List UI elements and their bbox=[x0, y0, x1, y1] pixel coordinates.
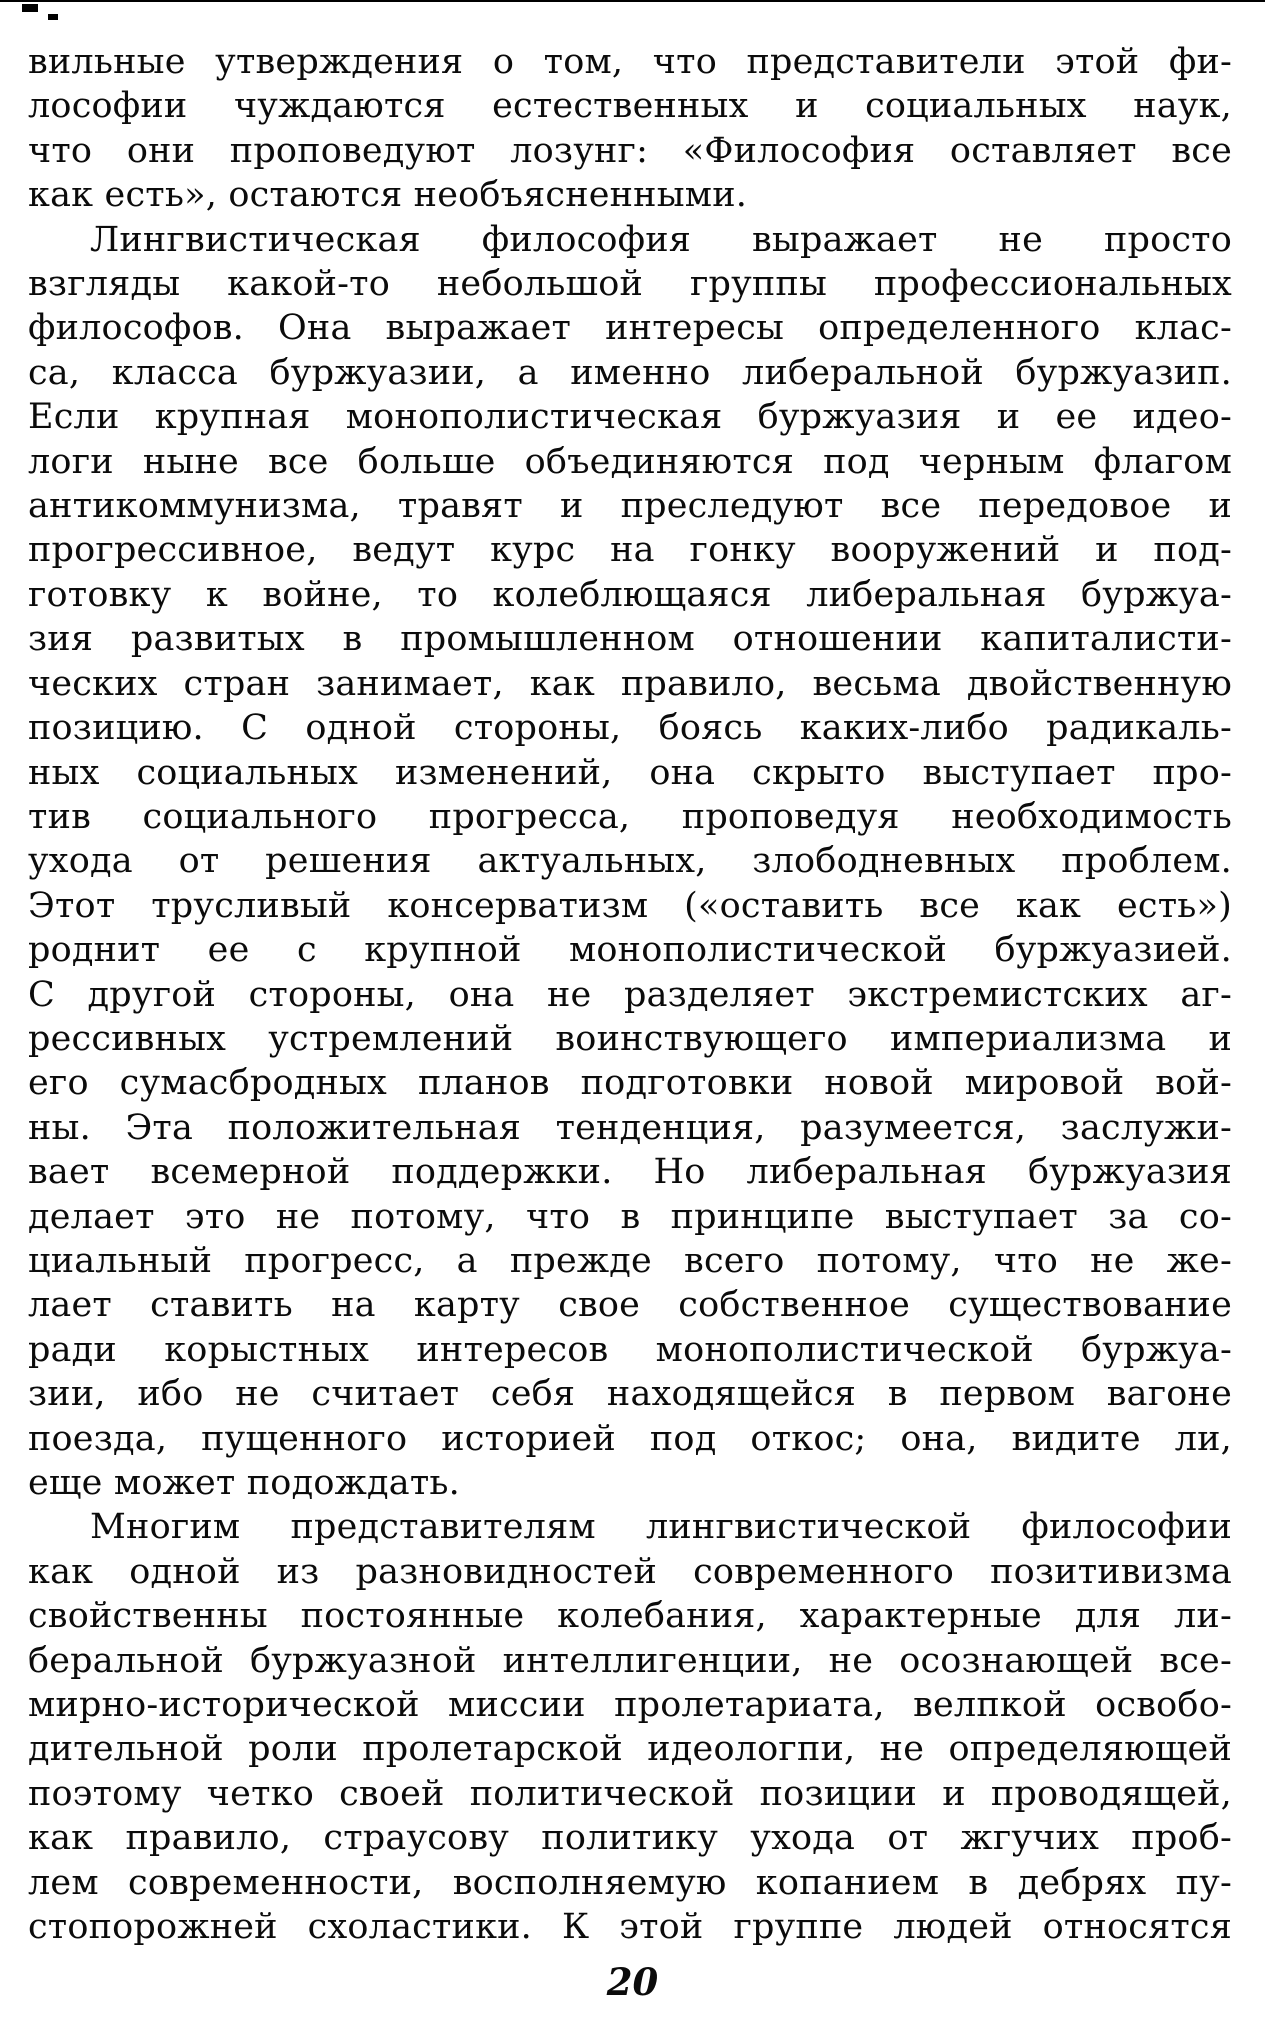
scan-speck bbox=[48, 14, 58, 20]
text-line: вильные утверждения о том, что представители этой фи- bbox=[28, 42, 1232, 82]
text-line: роднит ее с крупной монополистической буржуазией. bbox=[28, 930, 1232, 971]
text-line: поэтому четко своей политической позиции и проводящей, bbox=[28, 1773, 1232, 1814]
text-line: Если крупная монополистическая буржуазия и ее идео- bbox=[28, 397, 1232, 438]
paragraph bbox=[28, 1505, 1232, 1949]
text-line: стопорожней схоластики. К этой группе людей относятся bbox=[28, 1907, 1232, 1948]
text-line: дительной роли пролетарской идеологпи, не определяющей bbox=[28, 1729, 1232, 1770]
text-line: что они проповедуют лозунг: «Философия оставляет все bbox=[28, 130, 1232, 171]
text-line: его сумасбродных планов подготовки новой мировой вой- bbox=[28, 1063, 1232, 1104]
scan-speck bbox=[22, 4, 38, 12]
text-line: позицию. С одной стороны, боясь каких-либо радикаль- bbox=[28, 708, 1232, 749]
text-line: философов. Она выражает интересы определенного клас- bbox=[28, 308, 1232, 349]
text-line: лает ставить на карту свое собственное существование bbox=[28, 1285, 1232, 1326]
text-line: Многим представителям лингвистической философии bbox=[90, 1507, 1232, 1548]
text-line: вает всемерной поддержки. Но либеральная буржуазия bbox=[28, 1152, 1232, 1193]
text-line: как одной из разновидностей современного позитивизма bbox=[28, 1551, 1232, 1592]
text-line: лем современности, восполняемую копанием в дебрях пу- bbox=[28, 1862, 1232, 1903]
body-text bbox=[28, 40, 1232, 1949]
page-number: 20 bbox=[606, 1960, 659, 2004]
text-line: готовку к войне, то колеблющаяся либеральная буржуа- bbox=[28, 574, 1232, 615]
scan-edge-artifact bbox=[0, 0, 1265, 2]
text-line: как есть», остаются необъясненными. bbox=[28, 175, 748, 216]
text-line: еще может подождать. bbox=[28, 1463, 460, 1503]
text-line: логи ныне все больше объединяются под черным флагом bbox=[28, 441, 1232, 482]
text-line: прогрессивное, ведут курс на гонку вооружений и под- bbox=[28, 530, 1232, 571]
text-line: ческих стран занимает, как правило, весьма двойственную bbox=[28, 663, 1232, 704]
text-line: рессивных устремлений воинствующего империализма и bbox=[28, 1018, 1232, 1059]
text-line: са, класса буржуазии, а именно либеральной буржуазип. bbox=[28, 352, 1232, 393]
paragraph bbox=[28, 40, 1232, 218]
text-line: зия развитых в промышленном отношении капиталисти- bbox=[28, 619, 1232, 660]
text-line: мирно-исторической миссии пролетариата, велпкой освобо- bbox=[28, 1685, 1232, 1726]
text-line: как правило, страусову политику ухода от жгучих проб- bbox=[28, 1818, 1232, 1859]
text-line: зии, ибо не считает себя находящейся в первом вагоне bbox=[28, 1374, 1232, 1415]
text-line: лософии чуждаются естественных и социальных наук, bbox=[28, 86, 1232, 127]
text-line: антикоммунизма, травят и преследуют все передовое и bbox=[28, 486, 1232, 527]
text-line: Этот трусливый консерватизм («оставить все как есть») bbox=[28, 885, 1232, 926]
text-line: взгляды какой-то небольшой группы профессиональных bbox=[28, 264, 1232, 305]
text-line: Лингвистическая философия выражает не просто bbox=[90, 219, 1232, 260]
text-line: ради корыстных интересов монополистической буржуа- bbox=[28, 1329, 1232, 1370]
text-line: ухода от решения актуальных, злободневных проблем. bbox=[28, 841, 1232, 882]
text-line: свойственны постоянные колебания, характерные для ли- bbox=[28, 1596, 1232, 1637]
text-line: беральной буржуазной интеллигенции, не осознающей все- bbox=[28, 1640, 1232, 1681]
text-line: ных социальных изменений, она скрыто выступает про- bbox=[28, 752, 1232, 793]
paragraph bbox=[28, 218, 1232, 1506]
text-line: делает это не потому, что в принципе выступает за со- bbox=[28, 1196, 1232, 1237]
text-line: ны. Эта положительная тенденция, разумеется, заслужи- bbox=[28, 1107, 1232, 1148]
text-line: тив социального прогресса, проповедуя необходимость bbox=[28, 796, 1232, 837]
text-line: С другой стороны, она не разделяет экстремистских аг- bbox=[28, 974, 1232, 1015]
text-line: поезда, пущенного историей под откос; она, видите ли, bbox=[28, 1418, 1232, 1459]
text-line: циальный прогресс, а прежде всего потому, что не же- bbox=[28, 1240, 1232, 1281]
